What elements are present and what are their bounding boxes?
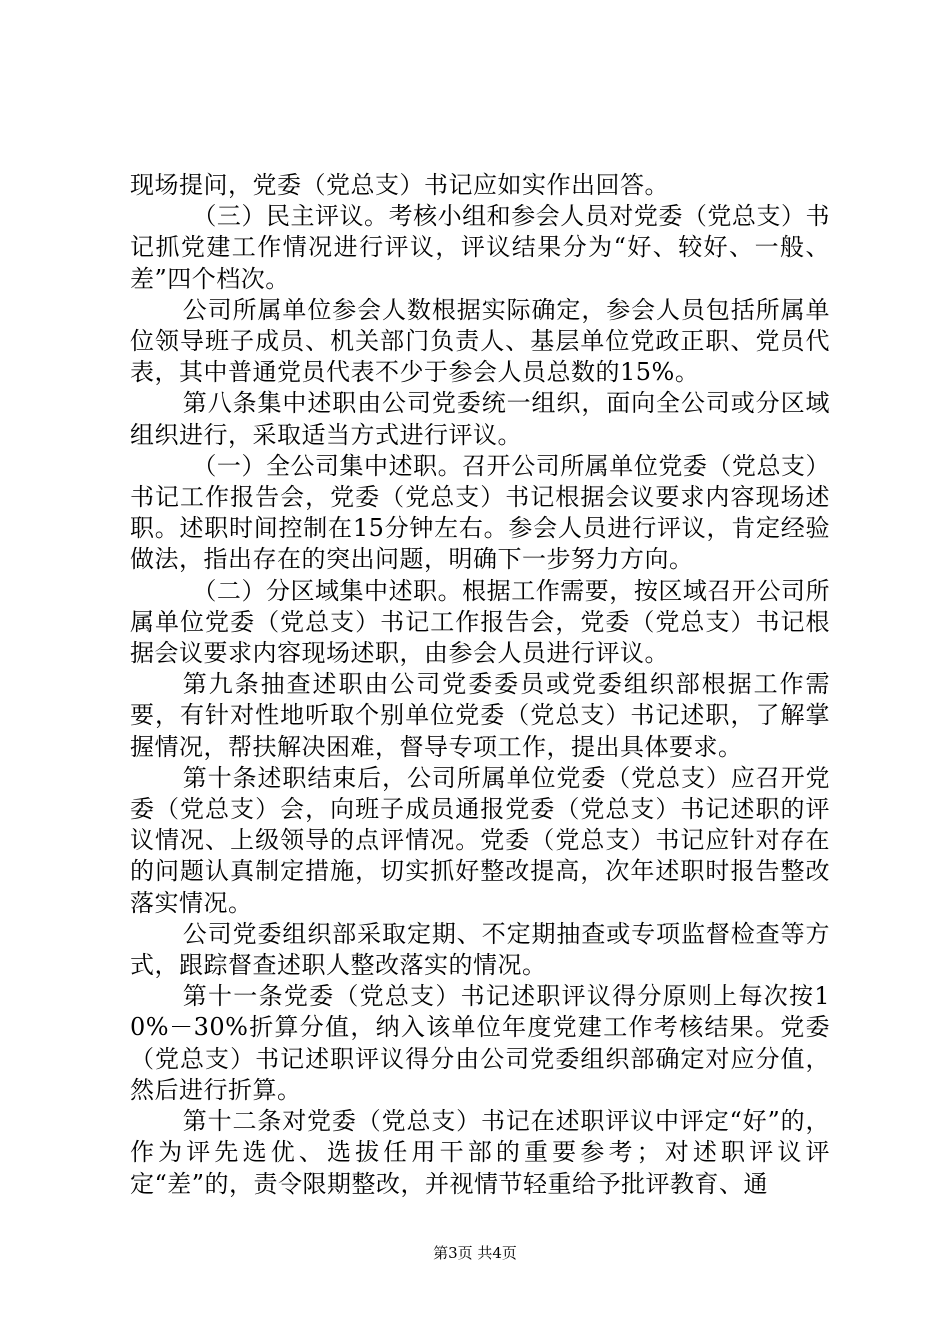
paragraph-6: （二）分区域集中述职。根据工作需要，按区域召开公司所属单位党委（党总支）书记工作报告会，党委（党总支）书记根据会议要求内容现场述职，由参会人员进行评议。 [130,576,830,668]
paragraph-10: 第十一条党委（党总支）书记述职评议得分原则上每次按10%－30%折算分值，纳入该单位年度党建工作考核结果。党委（党总支）书记述职评议得分由公司党委组织部确定对应分值，然后进行折算。 [130,982,830,1104]
paragraph-3: 公司所属单位参会人数根据实际确定，参会人员包括所属单位领导班子成员、机关部门负责人、基层单位党政正职、党员代表，其中普通党员代表不少于参会人员总数的15%。 [130,295,830,387]
paragraph-9: 公司党委组织部采取定期、不定期抽查或专项监督检查等方式，跟踪督查述职人整改落实的情况。 [130,919,830,980]
paragraph-4: 第八条集中述职由公司党委统一组织，面向全公司或分区域组织进行，采取适当方式进行评议。 [130,389,830,449]
page-number-footer: 第3页 共4页 [433,1244,517,1262]
paragraph-7: 第九条抽查述职由公司党委委员或党委组织部根据工作需要，有针对性地听取个别单位党委（党总支）书记述职，了解掌握情况，帮扶解决困难，督导专项工作，提出具体要求。 [130,670,830,761]
paragraph-11: 第十二条对党委（党总支）书记在述职评议中评定“好”的，作为评先选优、选拔任用干部的重要参考；对述职评议评定“差”的，责令限期整改，并视情节轻重给予批评教育、通 [130,1107,830,1198]
paragraph-1: 现场提问，党委（党总支）书记应如实作出回答。 [130,171,669,199]
document-body [130,170,830,1200]
paragraph-5: （一）全公司集中述职。召开公司所属单位党委（党总支）书记工作报告会，党委（党总支）书记根据会议要求内容现场述职。述职时间控制在15分钟左右。参会人员进行评议，肯定经验做法，指出存在的突出问题，明确下一步努力方向。 [130,451,830,574]
paragraph-8: 第十条述职结束后，公司所属单位党委（党总支）应召开党委（党总支）会，向班子成员通报党委（党总支）书记述职的评议情况、上级领导的点评情况。党委（党总支）书记应针对存在的问题认真制定措施，切实抓好整改提高，次年述职时报告整改落实情况。 [130,763,830,917]
paragraph-2: （三）民主评议。考核小组和参会人员对党委（党总支）书记抓党建工作情况进行评议，评议结果分为“好、较好、一般、差”四个档次。 [130,202,830,293]
